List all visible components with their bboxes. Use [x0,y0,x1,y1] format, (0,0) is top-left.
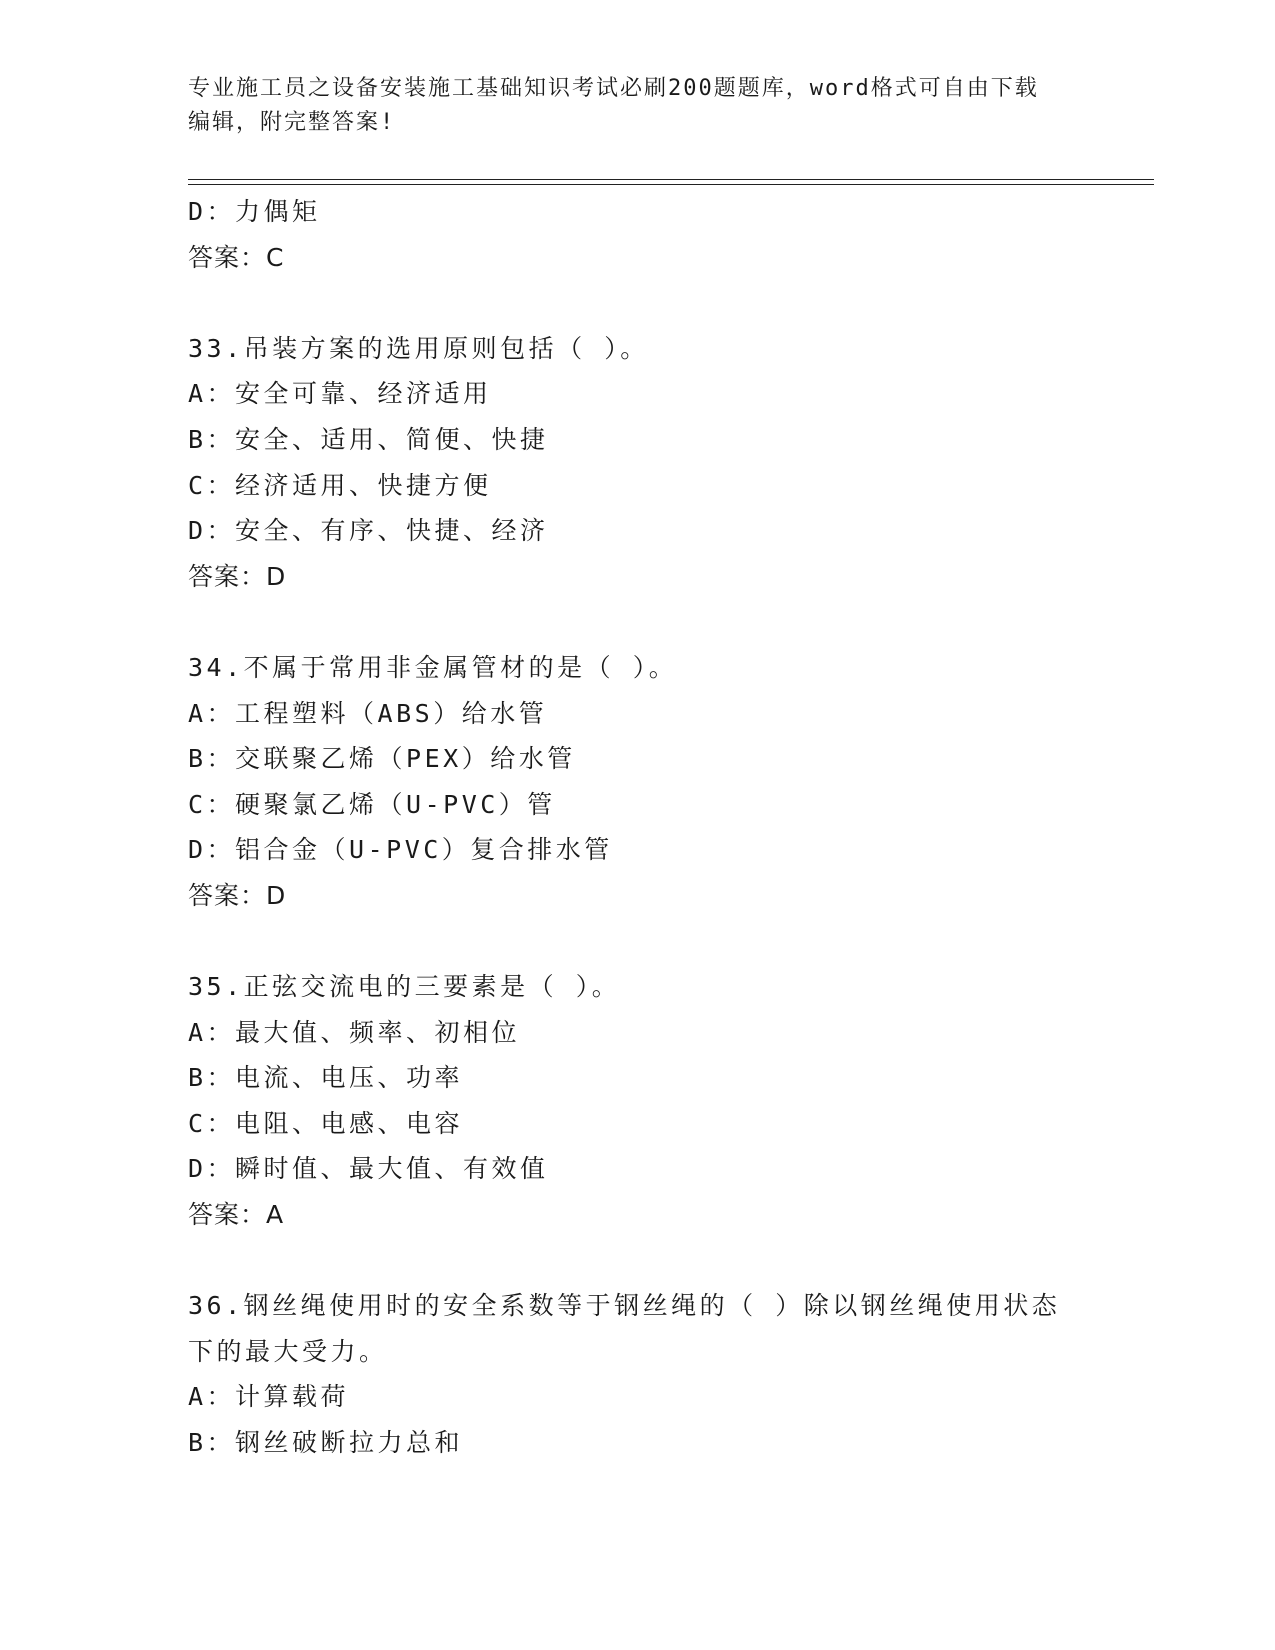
option-d: D：铝合金（U-PVC）复合排水管 [188,835,613,865]
answer-line: 答案：D [188,561,287,591]
spacer [188,1238,1088,1284]
option-b: B：钢丝破断拉力总和 [188,1428,464,1458]
answer-line: 答案：A [188,1200,285,1230]
option-a: A：最大值、频率、初相位 [188,1017,521,1047]
option-b: B：交联聚乙烯（PEX）给水管 [188,744,576,774]
question-stem: 35.正弦交流电的三要素是（ ）。 [188,972,621,1002]
option-d: D：瞬时值、最大值、有效值 [188,1154,549,1184]
option-c: C：经济适用、快捷方便 [188,470,492,500]
option-a: A：安全可靠、经济适用 [188,379,492,409]
header-rule-bottom [188,184,1154,185]
option-a: A：工程塑料（ABS）给水管 [188,698,548,728]
option-d: D：安全、有序、快捷、经济 [188,516,549,546]
option-b: B：电流、电压、功率 [188,1063,464,1093]
question-stem: 34.不属于常用非金属管材的是（ ）。 [188,652,678,682]
header-line-1: 专业施工员之设备安装施工基础知识考试必刷200题题库，word格式可自由下载 [188,76,1039,101]
spacer [188,280,1088,326]
page-header [188,72,1088,140]
answer-line: 答案：D [188,880,287,910]
question-33 [188,326,1088,600]
spacer [188,599,1088,645]
question-35 [188,964,1088,1238]
question-stem: 33.吊装方案的选用原则包括（ ）。 [188,333,649,363]
option-c: C：硬聚氯乙烯（U-PVC）管 [188,789,556,819]
question-34 [188,645,1088,919]
option-d: D：力偶矩 [188,197,321,226]
option-c: C：电阻、电感、电容 [188,1108,464,1138]
answer-line: 答案：C [188,242,285,272]
header-line-2: 编辑，附完整答案! [188,110,396,135]
spacer [188,919,1088,965]
question-content [188,189,1088,1466]
question-36 [188,1283,1088,1465]
option-b: B：安全、适用、简便、快捷 [188,424,549,454]
option-a: A：计算载荷 [188,1382,350,1412]
question-stem-continued: 下的最大受力。 [188,1336,388,1366]
question-stem: 36.钢丝绳使用时的安全系数等于钢丝绳的（ ）除以钢丝绳使用状态 [188,1291,1061,1321]
header-rule-top [188,179,1154,180]
